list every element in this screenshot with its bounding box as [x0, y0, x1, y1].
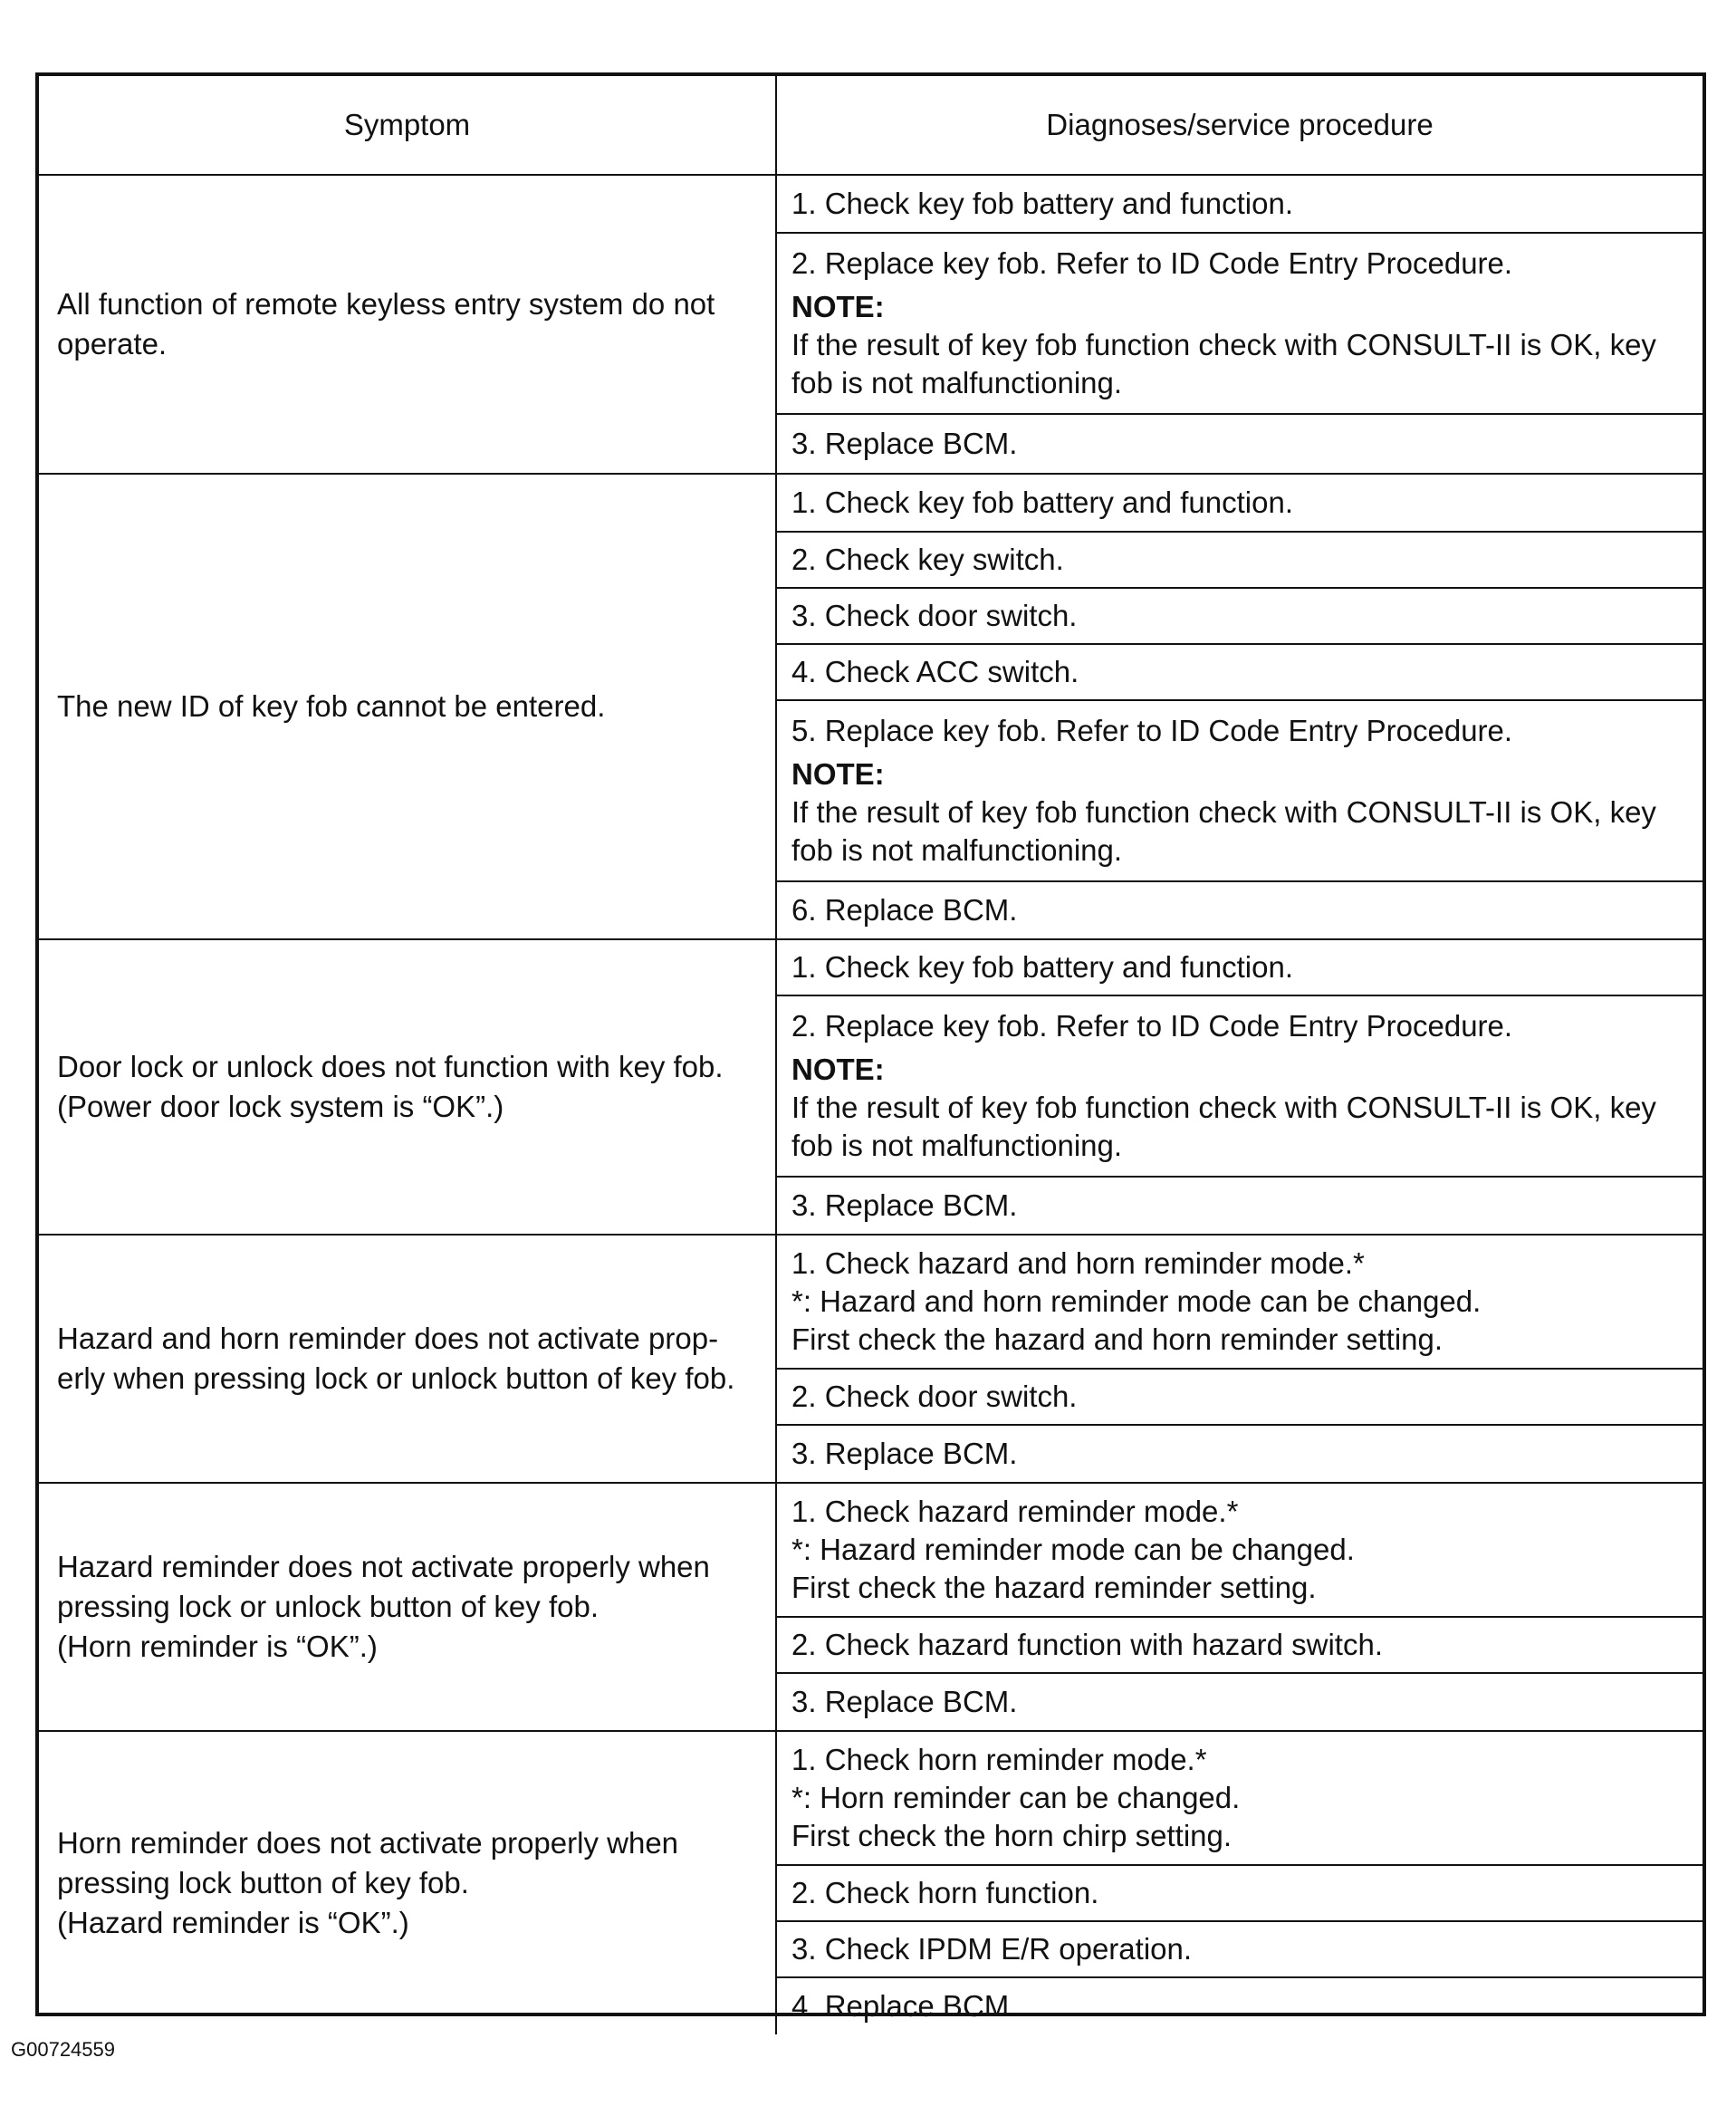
- note-text: If the result of key fob function check with CONSULT-II is OK, key fob is not malfunctioning.: [791, 1091, 1656, 1162]
- procedure-step: [777, 701, 1702, 882]
- step-text: 1. Check key fob battery and function.: [791, 950, 1293, 984]
- symptom-text: The new ID of key fob cannot be entered.: [57, 689, 606, 723]
- symptom-text: All function of remote keyless entry system do not operate.: [57, 287, 715, 361]
- step-text: 2. Check door switch.: [791, 1380, 1078, 1413]
- symptom-text: Door lock or unlock does not function with key fob. (Power door lock system is “OK”.): [57, 1050, 724, 1123]
- procedure-step: [777, 882, 1702, 938]
- table-header-row: [39, 76, 1702, 176]
- step-text: 2. Replace key fob. Refer to ID Code Entry Procedure.: [791, 246, 1513, 280]
- symptom-row: [39, 940, 1702, 1236]
- procedure-step: [777, 1674, 1702, 1730]
- symptom-cell: [39, 940, 777, 1234]
- procedure-step: [777, 1484, 1702, 1618]
- procedure-step: [777, 996, 1702, 1178]
- figure-id: G00724559: [11, 2038, 115, 2061]
- step-text: 1. Check hazard and horn reminder mode.* *: Hazard and horn reminder mode can be changed. First check the hazard and horn reminder setting.: [791, 1246, 1482, 1356]
- table-body: [39, 176, 1702, 2034]
- step-text: 2. Check hazard function with hazard switch.: [791, 1628, 1383, 1661]
- procedure-step: [777, 1426, 1702, 1482]
- symptom-row: [39, 176, 1702, 475]
- step-text: 4. Check ACC switch.: [791, 655, 1079, 688]
- step-text: 1. Check key fob battery and function.: [791, 187, 1293, 220]
- procedure-step: [777, 645, 1702, 701]
- procedure-step: [777, 1236, 1702, 1370]
- procedure-step: [777, 1178, 1702, 1234]
- step-text: 2. Check horn function.: [791, 1876, 1099, 1909]
- header-procedure: Diagnoses/service procedure: [1046, 108, 1434, 141]
- symptom-cell: [39, 1236, 777, 1482]
- step-text: 3. Check IPDM E/R operation.: [791, 1932, 1193, 1966]
- procedure-step: [777, 415, 1702, 473]
- procedure-step: [777, 1866, 1702, 1922]
- note-label: NOTE:: [791, 757, 885, 791]
- procedure-step: [777, 940, 1702, 996]
- procedure-column: [777, 1484, 1702, 1730]
- header-symptom: Symptom: [39, 76, 777, 174]
- symptom-row: [39, 1484, 1702, 1732]
- symptom-cell: [39, 1484, 777, 1730]
- procedure-step: [777, 475, 1702, 533]
- note-label: NOTE:: [791, 290, 885, 323]
- step-text: 3. Replace BCM.: [791, 427, 1018, 460]
- procedure-step: [777, 1370, 1702, 1426]
- diagnosis-table: [35, 72, 1706, 2023]
- symptom-text: Horn reminder does not activate properly when pressing lock button of key fob. (Hazard reminder is “OK”.): [57, 1826, 679, 1939]
- symptom-text: Hazard and horn reminder does not activate prop- erly when pressing lock or unlock button of key fob.: [57, 1322, 735, 1395]
- step-text: 3. Check door switch.: [791, 599, 1078, 632]
- symptom-cell: [39, 176, 777, 473]
- symptom-row: [39, 1236, 1702, 1484]
- step-text: 3. Replace BCM.: [791, 1188, 1018, 1222]
- procedure-step: [777, 589, 1702, 645]
- procedure-step: [777, 234, 1702, 415]
- step-text: 1. Check hazard reminder mode.* *: Hazard reminder mode can be changed. First check the hazard reminder setting.: [791, 1495, 1355, 1604]
- step-text: 4. Replace BCM.: [791, 1989, 1018, 2023]
- note-text: If the result of key fob function check with CONSULT-II is OK, key fob is not malfunctioning.: [791, 795, 1656, 867]
- procedure-column: [777, 1732, 1702, 2034]
- symptom-text: Hazard reminder does not activate properly when pressing lock or unlock button of key fob. (Horn reminder is “OK”.): [57, 1550, 710, 1663]
- step-text: 6. Replace BCM.: [791, 893, 1018, 927]
- symptom-row: [39, 1732, 1702, 2034]
- procedure-step: [777, 1618, 1702, 1674]
- procedure-step: [777, 1978, 1702, 2034]
- step-text: 3. Replace BCM.: [791, 1437, 1018, 1470]
- symptom-cell: [39, 475, 777, 938]
- step-text: 3. Replace BCM.: [791, 1685, 1018, 1718]
- procedure-column: [777, 1236, 1702, 1482]
- step-text: 1. Check key fob battery and function.: [791, 486, 1293, 519]
- step-text: 2. Check key switch.: [791, 543, 1064, 576]
- step-text: 1. Check horn reminder mode.* *: Horn reminder can be changed. First check the horn chirp setting.: [791, 1743, 1241, 1852]
- procedure-column: [777, 176, 1702, 473]
- symptom-row: [39, 475, 1702, 940]
- procedure-step: [777, 533, 1702, 589]
- procedure-step: [777, 1732, 1702, 1866]
- symptom-cell: [39, 1732, 777, 2034]
- procedure-column: [777, 940, 1702, 1234]
- note-label: NOTE:: [791, 1053, 885, 1086]
- step-text: 5. Replace key fob. Refer to ID Code Entry Procedure.: [791, 714, 1513, 747]
- procedure-step: [777, 1922, 1702, 1978]
- procedure-step: [777, 176, 1702, 234]
- step-text: 2. Replace key fob. Refer to ID Code Entry Procedure.: [791, 1009, 1513, 1043]
- procedure-column: [777, 475, 1702, 938]
- note-text: If the result of key fob function check with CONSULT-II is OK, key fob is not malfunctioning.: [791, 328, 1656, 399]
